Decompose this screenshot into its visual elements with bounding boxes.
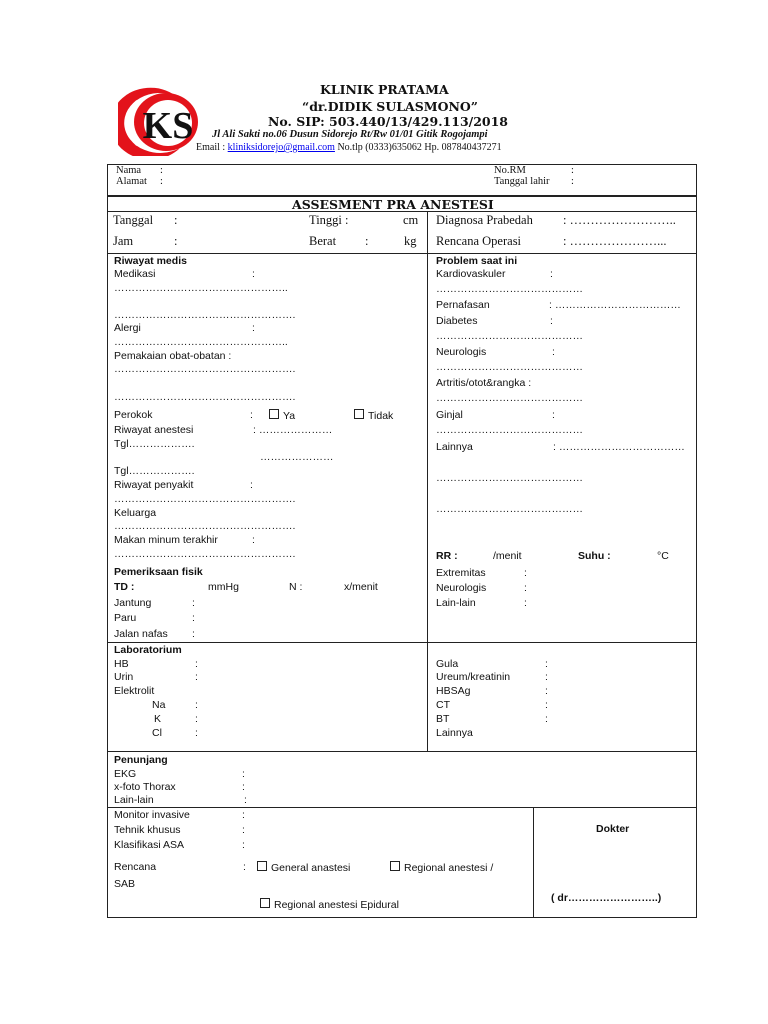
rr-label: RR : xyxy=(436,550,458,562)
pemakaian-label: Pemakaian obat-obatan : xyxy=(114,350,232,362)
ekg-label: EKG xyxy=(114,768,137,780)
ct-label: CT xyxy=(436,699,450,711)
regional-epidural-label: Regional anestesi Epidural xyxy=(274,899,399,911)
logo-letters: KS xyxy=(142,105,194,147)
ekg-colon: : xyxy=(242,768,245,780)
cl-label: Cl xyxy=(152,727,162,739)
clinic-logo xyxy=(118,86,208,156)
paru-label: Paru xyxy=(114,612,137,624)
makan-minum-line[interactable]: ……………………………………………. xyxy=(114,548,296,560)
regional-anestesi-option[interactable] xyxy=(390,861,493,874)
sip-number: No. SIP: 503.440/13/429.113/2018 xyxy=(268,114,508,129)
pemakaian-line-2[interactable]: ……………………………………………. xyxy=(114,391,296,403)
medikasi-colon: : xyxy=(252,268,255,280)
tehnik-khusus-label: Tehnik khusus xyxy=(114,824,181,836)
klasifikasi-asa-label: Klasifikasi ASA xyxy=(114,839,185,851)
tidak-label: Tidak xyxy=(368,410,394,422)
checkbox-icon[interactable] xyxy=(269,409,279,419)
jam-label: Jam xyxy=(113,234,134,248)
keluarga-label: Keluarga xyxy=(114,507,157,519)
rencana-operasi-label: Rencana Operasi xyxy=(436,234,522,248)
monitor-invasive-colon: : xyxy=(242,809,245,821)
extremitas-label: Extremitas xyxy=(436,567,486,579)
rr-unit: /menit xyxy=(493,550,522,562)
neurologis-colon: : xyxy=(552,346,555,358)
diabetes-colon: : xyxy=(550,315,553,327)
norm-colon: : xyxy=(571,165,574,176)
urin-label: Urin xyxy=(114,671,134,683)
perokok-label: Perokok xyxy=(114,409,153,421)
penunjang-heading: Penunjang xyxy=(114,754,168,766)
tgl-field-1[interactable]: Tgl………………. xyxy=(114,438,195,450)
ya-label: Ya xyxy=(283,410,296,422)
jantung-label: Jantung xyxy=(114,597,152,609)
ginjal-line[interactable]: …………………………………… xyxy=(436,424,583,436)
lainnya-field[interactable]: : ……………………………… xyxy=(553,441,685,453)
tehnik-khusus-colon: : xyxy=(242,824,245,836)
pernafasan-label: Pernafasan xyxy=(436,299,490,311)
neurologis-fisik-colon: : xyxy=(524,582,527,594)
alergi-label: Alergi xyxy=(114,322,141,334)
regional-epidural-option[interactable] xyxy=(260,898,399,911)
gula-colon: : xyxy=(545,658,548,670)
perokok-tidak-option[interactable] xyxy=(354,409,393,422)
hb-label: HB xyxy=(114,658,129,670)
anestesi-detail-field[interactable]: ………………… xyxy=(260,451,334,463)
lainnya-label: Lainnya xyxy=(436,441,473,453)
general-anestesi-option[interactable] xyxy=(257,861,350,874)
paru-colon: : xyxy=(192,612,195,624)
tanggal-colon: : xyxy=(174,213,178,227)
suhu-unit: °C xyxy=(657,550,669,562)
tinggi-label: Tinggi : xyxy=(309,213,349,227)
urin-colon: : xyxy=(195,671,198,683)
bt-colon: : xyxy=(545,713,548,725)
riwayat-anestesi-label: Riwayat anestesi xyxy=(114,424,194,436)
suhu-label: Suhu : xyxy=(578,550,611,562)
pernafasan-field[interactable]: : ……………………………… xyxy=(549,299,681,311)
dokter-label: Dokter xyxy=(596,823,630,835)
kardiovaskuler-line[interactable]: …………………………………… xyxy=(436,283,583,295)
nama-colon: : xyxy=(160,165,163,176)
neurologis-fisik-label: Neurologis xyxy=(436,582,487,594)
norm-label: No.RM xyxy=(494,165,526,176)
na-colon: : xyxy=(195,699,198,711)
jam-colon: : xyxy=(174,234,178,248)
ureum-label: Ureum/kreatinin xyxy=(436,671,511,683)
xfoto-colon: : xyxy=(242,781,245,793)
lab-lainnya-label: Lainnya xyxy=(436,727,473,739)
patient-info-box xyxy=(107,164,697,196)
makan-minum-colon: : xyxy=(252,534,255,546)
nama-label: Nama xyxy=(116,165,142,176)
rencana-operasi-field[interactable]: : …………………... xyxy=(563,234,667,248)
lain-lain-colon: : xyxy=(524,597,527,609)
pemakaian-line-1[interactable]: ……………………………………………. xyxy=(114,363,296,375)
kardiovaskuler-label: Kardiovaskuler xyxy=(436,268,506,280)
hb-colon: : xyxy=(195,658,198,670)
general-anestesi-label: General anastesi xyxy=(271,862,351,874)
riwayat-medis-heading: Riwayat medis xyxy=(114,255,187,267)
diagnosa-field[interactable]: : …………………….. xyxy=(563,213,676,227)
ginjal-colon: : xyxy=(552,409,555,421)
berat-colon: : xyxy=(365,234,369,248)
dokter-signature-field[interactable]: ( dr……………………..) xyxy=(551,892,662,904)
tanggal-lahir-colon: : xyxy=(571,176,574,187)
na-label: Na xyxy=(152,699,166,711)
checkbox-icon[interactable] xyxy=(257,861,267,871)
laboratorium-heading: Laboratorium xyxy=(114,644,182,656)
alergi-colon: : xyxy=(252,322,255,334)
jalan-nafas-label: Jalan nafas xyxy=(114,628,168,640)
sab-label: SAB xyxy=(114,878,136,890)
riwayat-anestesi-field[interactable]: : ………………… xyxy=(253,424,333,436)
makan-minum-label: Makan minum terakhir xyxy=(114,534,218,546)
alamat-label: Alamat xyxy=(116,176,147,187)
cm-unit: cm xyxy=(403,213,419,227)
extremitas-colon: : xyxy=(524,567,527,579)
alergi-line[interactable]: ………………………………………….. xyxy=(114,336,288,348)
monitor-invasive-label: Monitor invasive xyxy=(114,809,190,821)
phone-numbers: No.tlp (0333)635062 Hp. 087840437271 xyxy=(337,142,502,153)
ct-colon: : xyxy=(545,699,548,711)
k-label: K xyxy=(154,713,162,725)
alamat-colon: : xyxy=(160,176,163,187)
email-label: Email : xyxy=(196,142,226,153)
checkbox-icon[interactable] xyxy=(390,861,400,871)
td-label: TD : xyxy=(114,581,135,593)
klasifikasi-asa-colon: : xyxy=(242,839,245,851)
rencana-label: Rencana xyxy=(114,861,157,873)
perokok-colon: : xyxy=(250,409,253,421)
medikasi-line-2[interactable]: ……………………………………………. xyxy=(114,309,296,321)
contact-line xyxy=(196,142,502,153)
kg-unit: kg xyxy=(404,234,417,248)
checkbox-icon[interactable] xyxy=(354,409,364,419)
tanggal-label: Tanggal xyxy=(113,213,154,227)
doctor-name: “dr.DIDIK SULASMONO” xyxy=(302,99,478,114)
tgl-field-2[interactable]: Tgl………………. xyxy=(114,465,195,477)
form-title: ASSESMENT PRA ANESTESI xyxy=(292,197,494,212)
checkbox-icon[interactable] xyxy=(260,898,270,908)
lainnya-line-2[interactable]: …………………………………… xyxy=(436,503,583,515)
gula-label: Gula xyxy=(436,658,459,670)
cl-colon: : xyxy=(195,727,198,739)
hbsag-colon: : xyxy=(545,685,548,697)
ureum-colon: : xyxy=(545,671,548,683)
riwayat-penyakit-line[interactable]: ……………………………………………. xyxy=(114,493,296,505)
nadi-unit: x/menit xyxy=(344,581,378,593)
lainnya-line-1[interactable]: …………………………………… xyxy=(436,472,583,484)
elektrolit-label: Elektrolit xyxy=(114,685,155,697)
diabetes-label: Diabetes xyxy=(436,315,478,327)
berat-label: Berat xyxy=(309,234,337,248)
diabetes-line[interactable]: …………………………………… xyxy=(436,330,583,342)
jalan-nafas-colon: : xyxy=(192,628,195,640)
penunjang-lain-colon: : xyxy=(244,794,247,806)
riwayat-penyakit-label: Riwayat penyakit xyxy=(114,479,194,491)
kardiovaskuler-colon: : xyxy=(550,268,553,280)
medikasi-label: Medikasi xyxy=(114,268,156,280)
neurologis-line[interactable]: …………………………………… xyxy=(436,361,583,373)
keluarga-line[interactable]: ……………………………………………. xyxy=(114,520,296,532)
tanggal-lahir-label: Tanggal lahir xyxy=(494,176,550,187)
k-colon: : xyxy=(195,713,198,725)
jantung-colon: : xyxy=(192,597,195,609)
riwayat-penyakit-colon: : xyxy=(250,479,253,491)
logo-icon xyxy=(118,86,208,156)
clinic-name: KLINIK PRATAMA xyxy=(320,82,449,97)
artritis-label: Artritis/otot&rangka : xyxy=(436,377,532,389)
bt-label: BT xyxy=(436,713,450,725)
rencana-colon: : xyxy=(243,861,246,873)
artritis-line[interactable]: …………………………………… xyxy=(436,392,583,404)
perokok-ya-option[interactable] xyxy=(269,409,295,422)
lain-lain-label: Lain-lain xyxy=(436,597,476,609)
diagnosa-label: Diagnosa Prabedah xyxy=(436,213,533,227)
problem-heading: Problem saat ini xyxy=(436,255,518,267)
email-link[interactable]: kliniksidorejo@gmail.com xyxy=(227,142,335,153)
hbsag-label: HBSAg xyxy=(436,685,471,697)
penunjang-lain-label: Lain-lain xyxy=(114,794,154,806)
ginjal-label: Ginjal xyxy=(436,409,463,421)
mmhg-unit: mmHg xyxy=(208,581,239,593)
clinic-address: Jl Ali Sakti no.06 Dusun Sidorejo Rt/Rw 01/01 Gitik Rogojampi xyxy=(212,129,488,140)
medikasi-line-1[interactable]: ………………………………………….. xyxy=(114,282,288,294)
regional-anestesi-label: Regional anestesi / xyxy=(404,862,494,874)
xfoto-label: x-foto Thorax xyxy=(114,781,176,793)
neurologis-label: Neurologis xyxy=(436,346,487,358)
pemeriksaan-fisik-heading: Pemeriksaan fisik xyxy=(114,566,203,578)
nadi-label: N : xyxy=(289,581,303,593)
